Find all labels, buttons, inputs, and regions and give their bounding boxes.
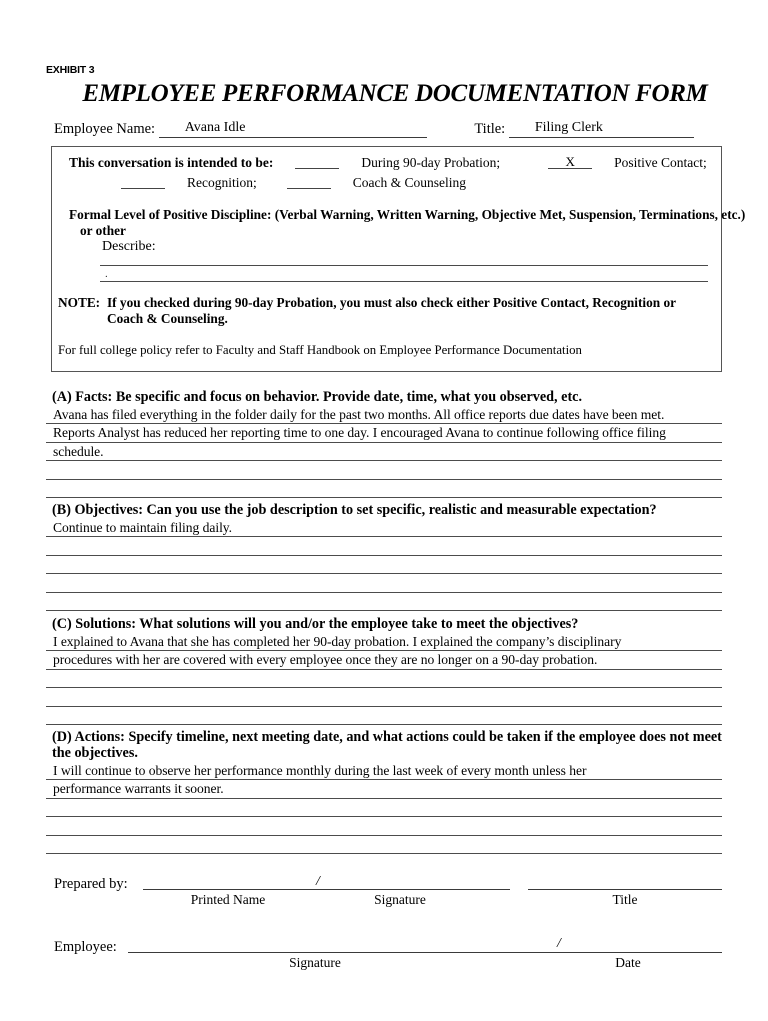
date-caption: Date bbox=[615, 955, 641, 970]
label-coach-counseling: Coach & Counseling bbox=[352, 175, 466, 190]
conversation-options-line-2 bbox=[69, 175, 466, 191]
prepared-by-slash: / bbox=[316, 874, 320, 889]
section-a bbox=[46, 389, 722, 498]
policy-reference-text: For full college policy refer to Faculty and Staff Handbook on Employee Performance Documentation bbox=[58, 343, 582, 357]
prepared-signature-caption: Signature bbox=[374, 892, 426, 907]
section-c bbox=[46, 616, 722, 725]
section-b-line-2[interactable] bbox=[46, 537, 722, 555]
section-b bbox=[46, 502, 722, 611]
section-d-line-1[interactable] bbox=[46, 762, 722, 780]
checkbox-coach-counseling[interactable] bbox=[287, 175, 331, 189]
exhibit-label: EXHIBIT 3 bbox=[46, 64, 95, 76]
prepared-by-label: Prepared by: bbox=[54, 876, 128, 892]
conversation-intro-label: This conversation is intended to be: bbox=[69, 155, 274, 170]
note-text: If you checked during 90-day Probation, you must also check either Positive Contact, Recognition or Coach & Counseling. bbox=[107, 295, 676, 326]
conversation-box bbox=[51, 146, 746, 372]
section-b-heading: (B) Objectives: Can you use the job description to set specific, realistic and measurable expectation? bbox=[52, 502, 657, 518]
section-c-line-3[interactable] bbox=[46, 670, 722, 688]
section-a-line-5[interactable] bbox=[46, 480, 722, 498]
employee-signature-label: Employee: bbox=[54, 939, 117, 955]
section-c-line-1[interactable] bbox=[46, 633, 722, 651]
prepared-by-name-signature-field[interactable] bbox=[143, 889, 510, 890]
section-c-line-2-value: procedures with her are covered with every employee once they are no longer on a 90-day probation. bbox=[53, 652, 598, 668]
employee-name-label: Employee Name: bbox=[54, 121, 156, 137]
section-b-line-1-value: Continue to maintain filing daily. bbox=[53, 519, 233, 535]
section-a-heading: (A) Facts: Be specific and focus on behavior. Provide date, time, what you observed, etc. bbox=[52, 389, 583, 405]
section-a-line-1-value: Avana has filed everything in the folder daily for the past two months. All office reports due dates have been met. bbox=[53, 406, 665, 422]
section-a-line-2[interactable] bbox=[46, 424, 722, 442]
section-a-line-1[interactable] bbox=[46, 406, 722, 424]
checkbox-probation[interactable] bbox=[295, 155, 339, 169]
section-d-line-2[interactable] bbox=[46, 780, 722, 798]
describe-line-1[interactable] bbox=[100, 265, 708, 266]
describe-line-2-value: . bbox=[105, 268, 108, 280]
employee-slash: / bbox=[557, 936, 561, 951]
label-recognition: Recognition; bbox=[187, 175, 257, 190]
label-probation: During 90-day Probation; bbox=[361, 155, 501, 170]
title-value: Filing Clerk bbox=[534, 120, 603, 135]
printed-name-caption: Printed Name bbox=[190, 892, 266, 907]
describe-line-2[interactable] bbox=[100, 281, 708, 282]
employee-signature-caption: Signature bbox=[289, 955, 341, 970]
section-d-lines bbox=[46, 762, 722, 854]
section-d-heading: (D) Actions: Specify timeline, next meeting date, and what actions could be taken if the employee does not meet the objectives. bbox=[52, 729, 722, 761]
section-b-line-3[interactable] bbox=[46, 556, 722, 574]
section-d-line-1-value: I will continue to observe her performance monthly during the last week of every month unless her bbox=[53, 762, 587, 778]
note-label: NOTE: bbox=[58, 295, 101, 310]
describe-label: Describe: bbox=[102, 239, 156, 254]
section-d-line-3[interactable] bbox=[46, 799, 722, 817]
checkbox-recognition[interactable] bbox=[121, 175, 165, 189]
section-b-line-1[interactable] bbox=[46, 519, 722, 537]
or-other-label: or other bbox=[80, 223, 126, 238]
employee-name-field[interactable] bbox=[159, 120, 427, 138]
prepared-title-caption: Title bbox=[612, 892, 638, 907]
section-b-line-5[interactable] bbox=[46, 593, 722, 611]
title-label: Title: bbox=[474, 121, 506, 137]
page-title: EMPLOYEE PERFORMANCE DOCUMENTATION FORM bbox=[82, 80, 708, 107]
section-c-line-1-value: I explained to Avana that she has completed her 90-day probation. I explained the company’s disciplinary bbox=[53, 633, 622, 649]
section-a-line-2-value: Reports Analyst has reduced her reporting time to one day. I encouraged Avana to continue following office filing bbox=[53, 425, 666, 441]
section-d-line-5[interactable] bbox=[46, 836, 722, 854]
formal-level-label: Formal Level of Positive Discipline: (Verbal Warning, Written Warning, Objective Met, Suspension, Terminations, etc.) bbox=[69, 207, 746, 222]
section-b-lines bbox=[46, 519, 722, 611]
section-c-lines bbox=[46, 633, 722, 725]
title-field[interactable] bbox=[509, 120, 694, 138]
label-positive-contact: Positive Contact; bbox=[614, 155, 707, 170]
section-c-heading: (C) Solutions: What solutions will you and/or the employee take to meet the objectives? bbox=[52, 616, 579, 632]
section-c-line-5[interactable] bbox=[46, 707, 722, 725]
section-a-line-3[interactable] bbox=[46, 443, 722, 461]
section-c-line-4[interactable] bbox=[46, 688, 722, 706]
identity-row bbox=[54, 120, 724, 140]
section-b-line-4[interactable] bbox=[46, 574, 722, 592]
checkbox-positive-contact[interactable] bbox=[548, 155, 592, 169]
conversation-options-line-1 bbox=[69, 155, 707, 171]
checkbox-positive-contact-mark: X bbox=[565, 154, 575, 169]
section-a-lines bbox=[46, 406, 722, 498]
section-d bbox=[46, 729, 722, 854]
employee-signature-date-field[interactable] bbox=[128, 952, 722, 953]
employee-name-value: Avana Idle bbox=[184, 120, 246, 135]
prepared-by-title-field[interactable] bbox=[528, 889, 722, 890]
section-d-line-4[interactable] bbox=[46, 817, 722, 835]
section-d-line-2-value: performance warrants it sooner. bbox=[53, 781, 224, 797]
section-c-line-2[interactable] bbox=[46, 651, 722, 669]
section-a-line-3-value: schedule. bbox=[53, 443, 104, 459]
section-a-line-4[interactable] bbox=[46, 461, 722, 479]
